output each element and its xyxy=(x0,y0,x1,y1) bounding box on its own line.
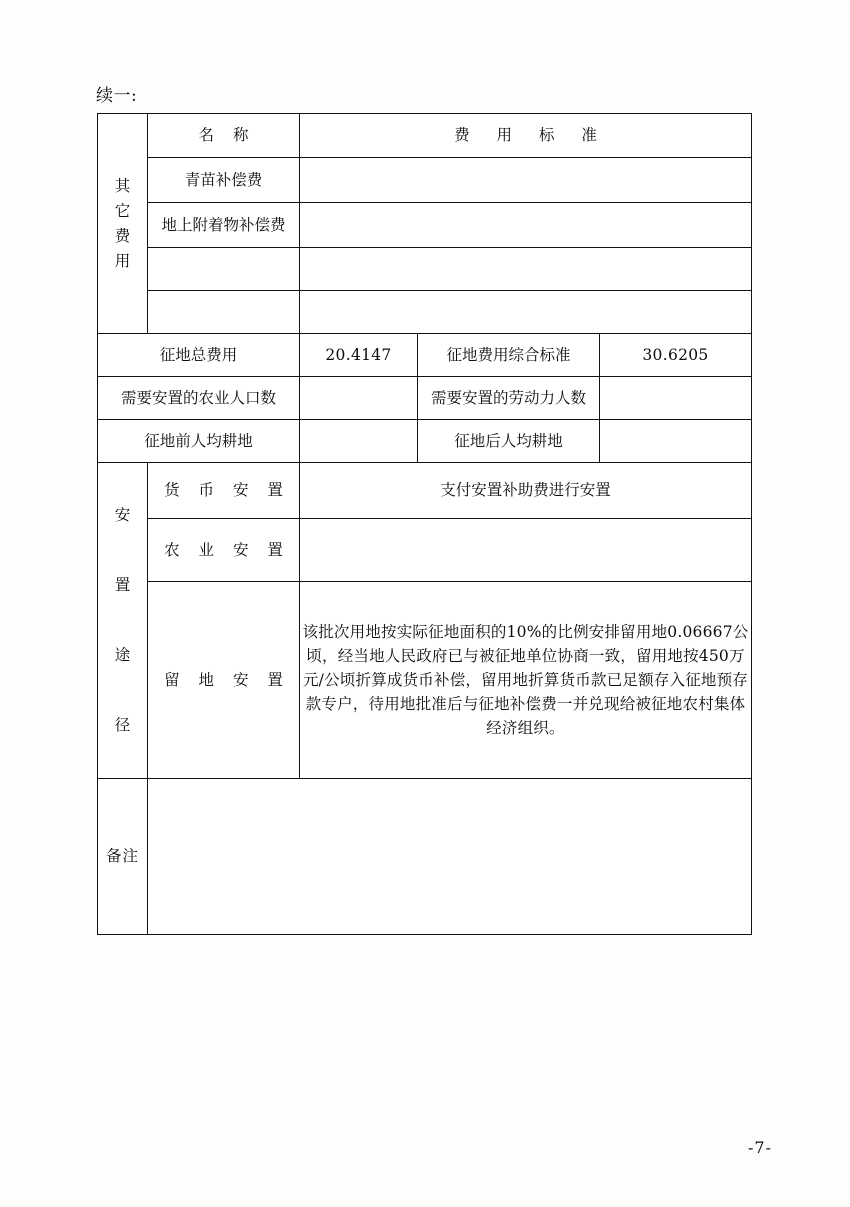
continuation-label: 续一: xyxy=(96,86,138,106)
label-arable-land-before: 征地前人均耕地 xyxy=(98,420,300,463)
value-arable-land-before[interactable] xyxy=(300,420,418,463)
table-row-total-cost xyxy=(98,334,752,377)
label-remarks: 备注 xyxy=(98,779,148,935)
side-label-char: 用 xyxy=(114,251,131,270)
table-row-remarks xyxy=(98,779,752,935)
side-label-char: 其 xyxy=(114,176,131,195)
label-monetary-resettlement: 货 币 安 置 xyxy=(148,463,300,519)
side-label-other-fees xyxy=(98,114,148,334)
content-agricultural-resettlement[interactable] xyxy=(300,519,752,582)
fee-value-cell[interactable] xyxy=(300,291,752,334)
fee-name-cell: 地上附着物补偿费 xyxy=(148,203,300,248)
value-labor-force-count[interactable] xyxy=(600,377,752,420)
label-comprehensive-standard: 征地费用综合标准 xyxy=(418,334,600,377)
table-row-population xyxy=(98,377,752,420)
fee-value-cell[interactable] xyxy=(300,203,752,248)
fee-name-cell[interactable] xyxy=(148,291,300,334)
content-monetary-resettlement[interactable]: 支付安置补助费进行安置 xyxy=(300,463,752,519)
side-label-char: 途 xyxy=(114,646,131,665)
value-comprehensive-standard[interactable]: 30.6205 xyxy=(600,334,752,377)
side-label-char: 径 xyxy=(114,716,131,735)
page-number: -7- xyxy=(748,1138,772,1157)
content-reserved-land-resettlement[interactable]: 该批次用地按实际征地面积的10%的比例安排留用地0.06667公顷，经当地人民政府已与被征地单位协商一致，留用地按450万元/公顷折算成货币补偿，留用地折算货币款已足额存入征地预存款专户，待用地批准后与征地补偿费一并兑现给被征地农村集体经济组织。 xyxy=(300,582,752,779)
label-agricultural-resettlement: 农 业 安 置 xyxy=(148,519,300,582)
table-row-agricultural-resettlement xyxy=(98,519,752,582)
column-header-name: 名 称 xyxy=(148,114,300,158)
label-arable-land-after: 征地后人均耕地 xyxy=(418,420,600,463)
land-acquisition-table xyxy=(97,113,752,935)
side-label-char: 它 xyxy=(114,201,131,220)
side-label-char: 费 xyxy=(114,226,131,245)
table-row-monetary-resettlement xyxy=(98,463,752,519)
side-label-char: 安 xyxy=(114,506,131,525)
fee-value-cell[interactable] xyxy=(300,158,752,203)
table-row xyxy=(98,158,752,203)
fee-name-cell: 青苗补偿费 xyxy=(148,158,300,203)
fee-value-cell[interactable] xyxy=(300,248,752,291)
fee-name-cell[interactable] xyxy=(148,248,300,291)
column-header-fee-standard: 费 用 标 准 xyxy=(300,114,752,158)
value-arable-land-after[interactable] xyxy=(600,420,752,463)
table-row xyxy=(98,248,752,291)
label-agricultural-population: 需要安置的农业人口数 xyxy=(98,377,300,420)
value-total-acquisition-cost[interactable]: 20.4147 xyxy=(300,334,418,377)
table-row-arable-land xyxy=(98,420,752,463)
table-row xyxy=(98,291,752,334)
side-label-resettlement-method xyxy=(98,463,148,779)
table-row-other-fees-header xyxy=(98,114,752,158)
side-label-char: 置 xyxy=(114,576,131,595)
label-total-acquisition-cost: 征地总费用 xyxy=(98,334,300,377)
label-reserved-land-resettlement: 留 地 安 置 xyxy=(148,582,300,779)
table-row xyxy=(98,203,752,248)
label-labor-force-count: 需要安置的劳动力人数 xyxy=(418,377,600,420)
value-agricultural-population[interactable] xyxy=(300,377,418,420)
content-remarks[interactable] xyxy=(148,779,752,935)
table-row-reserved-land-resettlement xyxy=(98,582,752,779)
